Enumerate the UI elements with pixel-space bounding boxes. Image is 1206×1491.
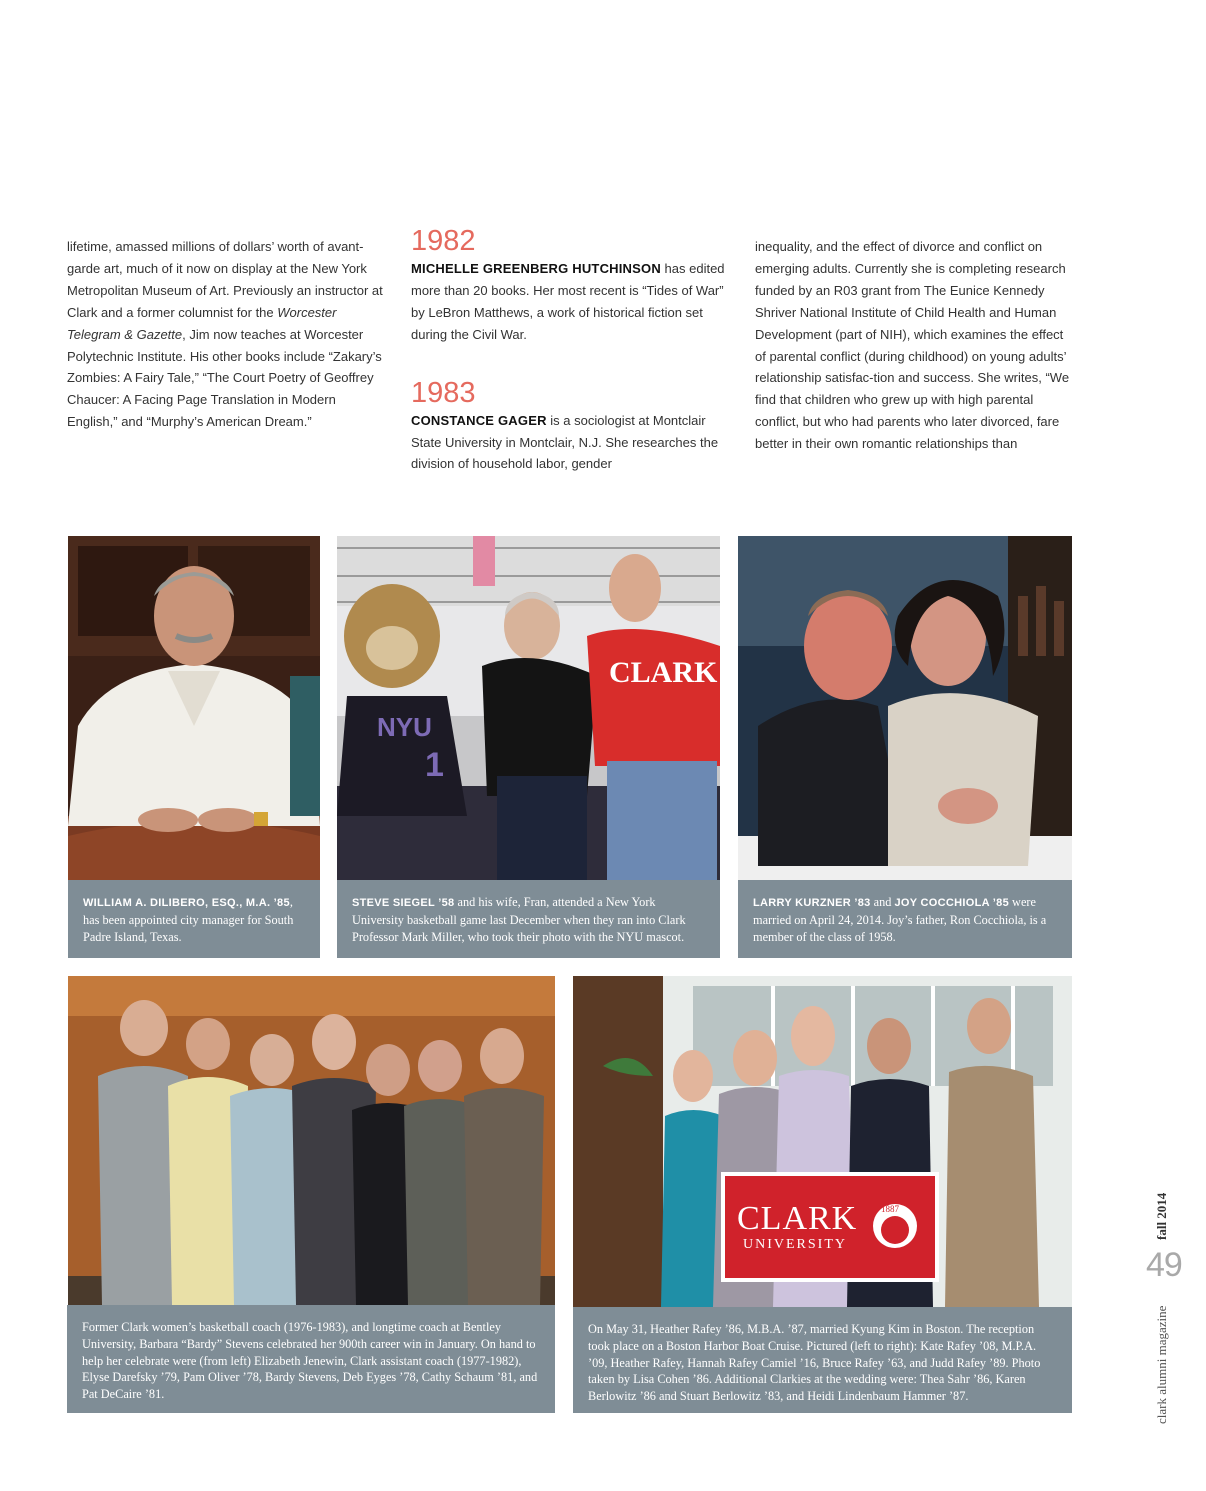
photo-rafey-image [573,976,1072,1307]
photo-dilibero-image [68,536,320,880]
photo-dilibero [68,536,320,880]
alum-name: LARRY KURZNER ’83 [753,897,871,909]
photo-kurzner [738,536,1072,880]
page-number: 49 [1146,1246,1182,1284]
photo-siegel-image [337,536,720,880]
jersey-text: NYU [377,712,432,742]
alum-name: CONSTANCE GAGER [411,412,547,428]
banner-year: 1887 [881,1204,899,1214]
caption-rafey: On May 31, Heather Rafey ’86, M.B.A. ’87, married Kyung Kim in Boston. The reception took place on a Boston Harbor Boat Cruise. Pictured (left to right): Kate Rafey ’08, M.P.A. ’09, Heather Rafey, Hannah Rafey Camiel ’16, Bruce Rafey ’63, and Judd Rafey ’89. Photo taken by Lisa Cohen ’86. Additional Clarkies at the wedding were: Thea Sahr ’86, Karen Berlowitz ’86 and Stuart Berlowitz ’83, and Heidi Lindenbaum Hammer ’87. [573,1307,1072,1413]
column-2 [411,224,731,475]
alum-name: MICHELLE GREENBERG HUTCHINSON [411,261,661,276]
col3-paragraph: inequality, and the effect of divorce and conflict on emerging adults. Currently she is completing research funded by an R03 grant from The Eunice Kennedy Shriver National Institute of Child Health and Human Development (part of NIH), which examines the effect of parental conflict (during childhood) on young adults’ relationship satisfac-tion and success. She writes, “We find that children who grew up with high parental conflict, but who had parents who later divorced, fare better in their own romantic relationships than [755,239,1070,452]
jersey-number: 1 [425,746,444,784]
caption-dilibero: WILLIAM A. DILIBERO, ESQ., M.A. ’85, has been appointed city manager for South Padre Island, Texas. [68,880,320,958]
caption-stevens: Former Clark women’s basketball coach (1976-1983), and longtime coach at Bentley University, Barbara “Bardy” Stevens celebrated her 900th career win in January. On hand to help her celebrate were (from left) Elizabeth Jenewin, Clark assistant coach (1977-1982), Elyse Darefsky ’79, Pam Oliver ’78, Bardy Stevens, Deb Eyges ’78, Cathy Schaum ’81, and Pat DeCaire ’81. [67,1305,555,1413]
photo-siegel [337,536,720,880]
alum-name: JOY COCCHIOLA ’85 [894,897,1009,909]
publication-title: Worcester Telegram & Gazette [67,304,337,342]
alum-name: WILLIAM A. DILIBERO, ESQ., M.A. ’85 [83,897,290,909]
alum-name: STEVE SIEGEL ’58 [352,897,455,909]
banner-subtitle: UNIVERSITY [743,1237,847,1252]
year-heading-1983: 1983 [411,376,476,409]
photo-rafey [573,976,1072,1307]
entry-1983: CONSTANCE GAGER is a sociologist at Montclair State University in Montclair, N.J. She researches the division of household labor, gender [411,412,719,472]
photo-stevens-image [68,976,555,1305]
photo-stevens [68,976,555,1305]
banner-title: CLARK [737,1200,858,1237]
column-3 [755,236,1075,455]
caption-kurzner: LARRY KURZNER ’83 and JOY COCCHIOLA ’85 were married on April 24, 2014. Joy’s father, Ron Cocchiola, is a member of the class of 1958. [738,880,1072,958]
magazine-name: clark alumni magazine [1154,1305,1169,1424]
caption-siegel: STEVE SIEGEL ’58 and his wife, Fran, attended a New York University basketball game last December when they ran into Clark Professor Mark Miller, who took their photo with the NYU mascot. [337,880,720,958]
year-heading-1982: 1982 [411,225,476,257]
entry-1982: MICHELLE GREENBERG HUTCHINSON has edited more than 20 books. Her most recent is “Tides of War” by LeBron Matthews, a work of historical fiction set during the Civil War. [411,261,725,342]
photo-kurzner-image [738,536,1072,880]
col1-paragraph: lifetime, amassed millions of dollars’ worth of avant-garde art, much of it now on display at the New York Metropolitan Museum of Art. Previously an instructor at Clark and a former columnist for the Worcester Telegram & Gazette, Jim now teaches at Worcester Polytechnic Institute. His other books include “Zakary’s Zombies: A Fairy Tale,” “The Court Poetry of Geoffrey Chaucer: A Facing Page Translation in Modern English,” and “Murphy’s American Dream.” [67,239,383,430]
issue-label: fall 2014 [1154,1192,1169,1240]
sweater-text: CLARK [609,656,718,689]
column-1 [67,236,387,433]
